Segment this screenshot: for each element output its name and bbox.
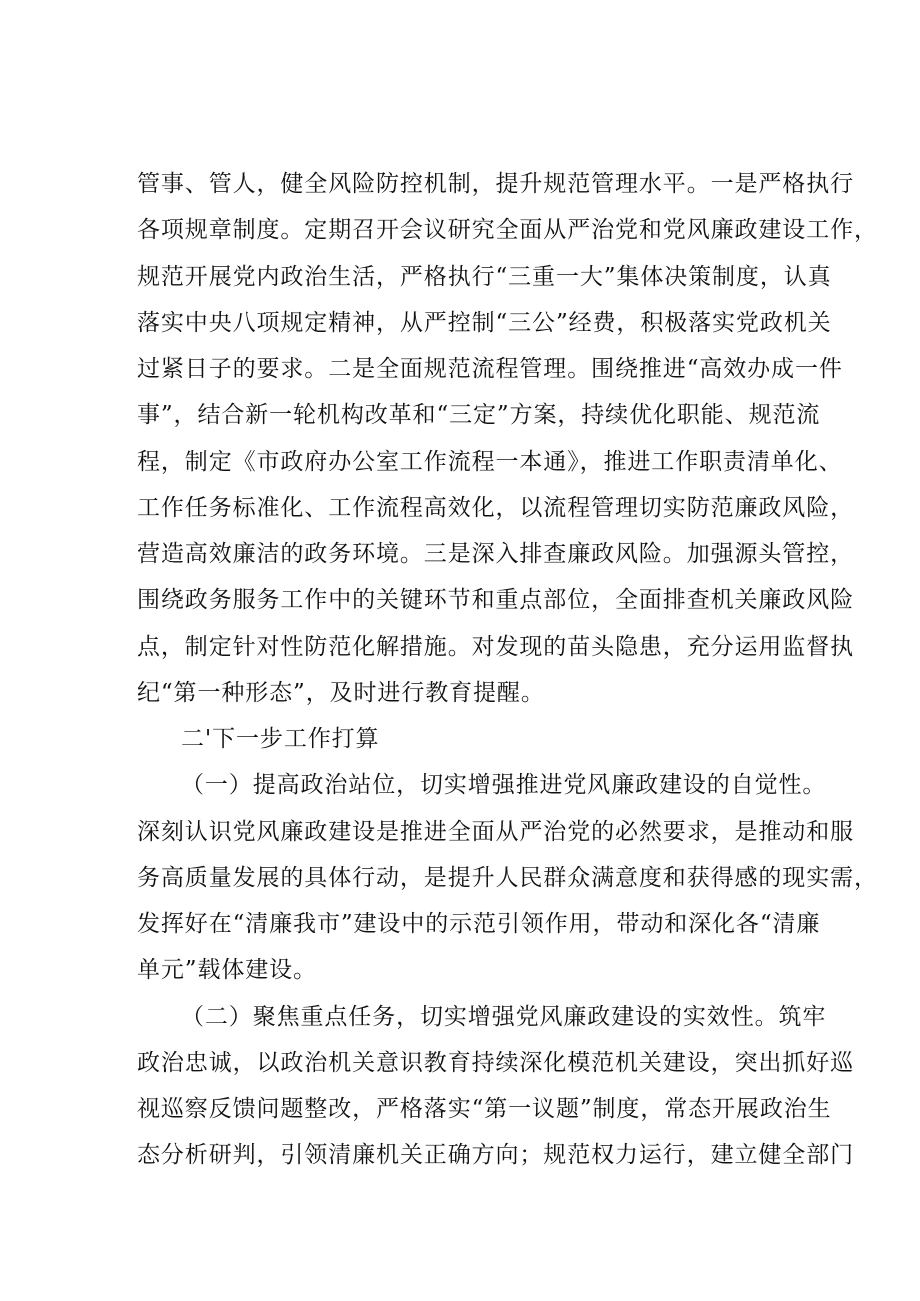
subsection-heading: （一）提高政治站位，切实增强推进党风廉政建设的自觉性。 <box>181 772 827 798</box>
body-line: 工作任务标准化、工作流程高效化，以流程管理切实防范廉政风险， <box>137 495 854 521</box>
body-line: 视巡察反馈问题整改，严格落实“第一议题”制度，常态开展政治生 <box>137 1096 832 1122</box>
body-line: 营造高效廉洁的政务环境。三是深入排查廉政风险。加强源头管控， <box>137 541 854 567</box>
body-line: 纪“第一种形态”，及时进行教育提醒。 <box>137 680 545 706</box>
body-line: 政治忠诚，以政治机关意识教育持续深化模范机关建设，突出抓好巡 <box>137 1050 854 1076</box>
body-line: 围绕政务服务工作中的关键环节和重点部位，全面排查机关廉政风险 <box>137 587 854 613</box>
body-line: 管事、管人，健全风险防控机制，提升规范管理水平。一是严格执行 <box>137 171 854 197</box>
body-line: 落实中央八项规定精神，从严控制“三公”经费，积极落实党政机关 <box>137 310 832 336</box>
body-line: 态分析研判，引领清廉机关正确方向；规范权力运行，建立健全部门 <box>137 1142 854 1168</box>
body-line: 单元”载体建设。 <box>137 957 317 983</box>
body-line: 事”，结合新一轮机构改革和“三定”方案，持续优化职能、规范流 <box>137 402 821 428</box>
subsection-heading: （二）聚焦重点任务，切实增强党风廉政建设的实效性。筑牢 <box>181 1004 827 1030</box>
body-line: 深刻认识党风廉政建设是推进全面从严治党的必然要求，是推动和服 <box>137 819 854 845</box>
body-line: 过紧日子的要求。二是全面规范流程管理。围绕推进“高效办成一件 <box>137 356 843 382</box>
body-line: 务高质量发展的具体行动，是提升人民群众满意度和获得感的现实需， <box>137 865 878 891</box>
body-line: 点，制定针对性防范化解措施。对发现的苗头隐患，充分运用监督执 <box>137 634 854 660</box>
body-line: 各项规章制度。定期召开会议研究全面从严治党和党风廉政建设工作， <box>137 217 878 243</box>
section-heading: 二'下一步工作打算 <box>181 726 380 752</box>
body-line: 规范开展党内政治生活，严格执行“三重一大”集体决策制度，认真 <box>137 264 832 290</box>
body-line: 程，制定《市政府办公室工作流程一本通》，推进工作职责清单化、 <box>137 449 843 475</box>
body-line: 发挥好在“清廉我市”建设中的示范引领作用，带动和深化各“清廉 <box>137 911 821 937</box>
